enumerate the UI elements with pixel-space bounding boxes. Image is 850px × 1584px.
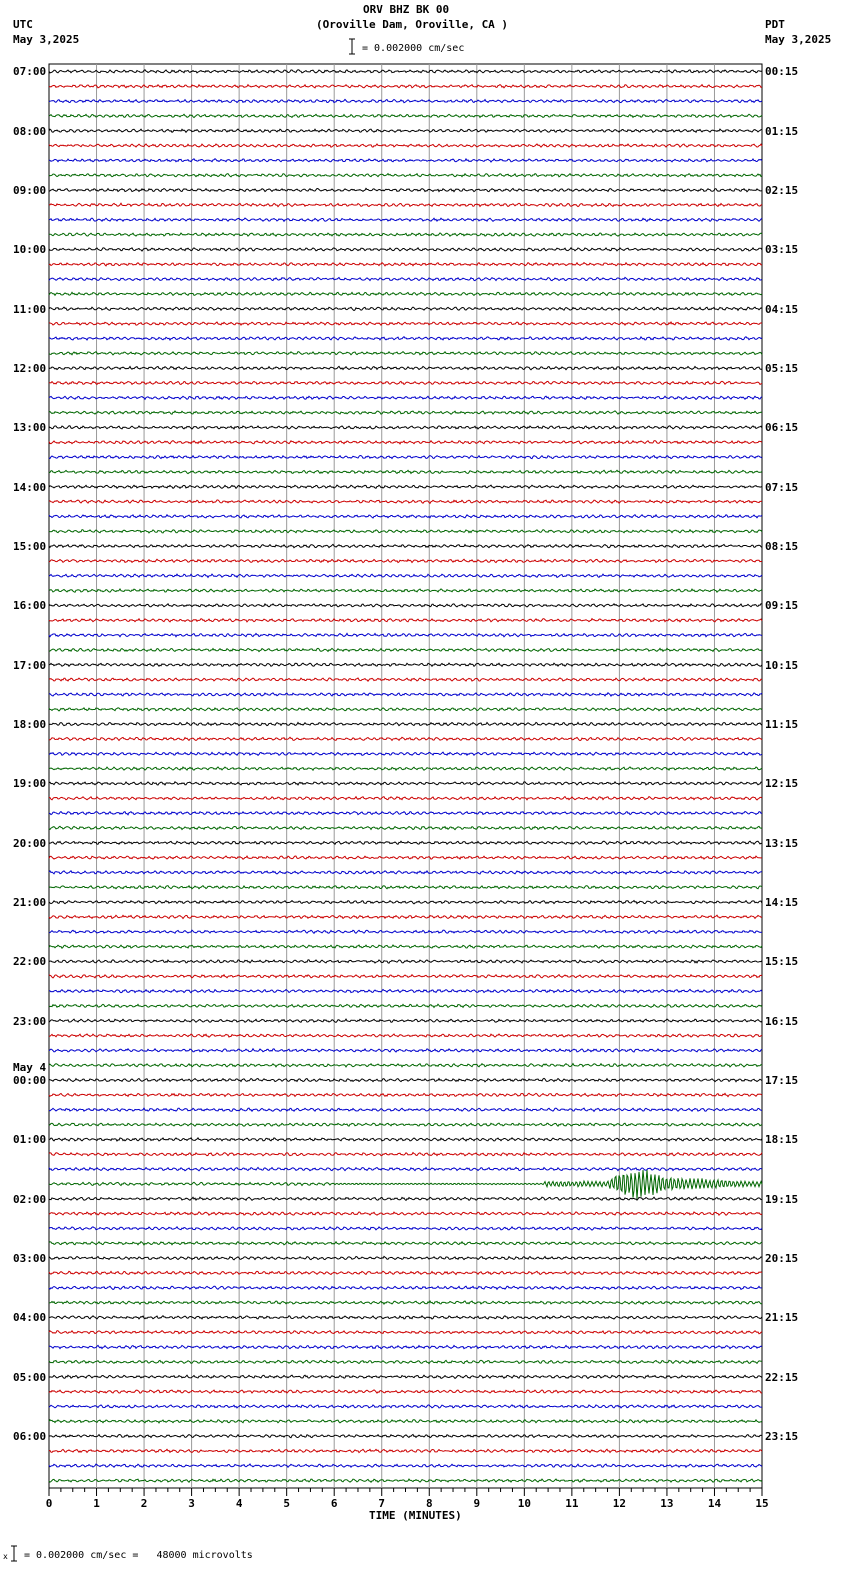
trace-line <box>49 633 762 636</box>
left-hour-label: 03:00 <box>13 1252 47 1266</box>
trace-line <box>49 1167 762 1170</box>
trace-line <box>49 411 762 414</box>
trace-line <box>49 1345 762 1348</box>
right-hour-label: 03:15 <box>765 243 799 257</box>
trace-line <box>49 292 762 295</box>
footer-scale-bar-icon <box>10 1545 18 1563</box>
plot-frame <box>49 64 762 1488</box>
right-hour-label: 15:15 <box>765 955 799 969</box>
footer-scale-note: = 0.002000 cm/sec = 48000 microvolts <box>24 1550 253 1561</box>
trace-line <box>49 144 762 147</box>
trace-line <box>49 604 762 607</box>
trace-line <box>49 722 762 725</box>
trace-line <box>49 767 762 770</box>
left-hour-label: 21:00 <box>13 896 47 910</box>
left-hour-label: 10:00 <box>13 243 47 257</box>
trace-line <box>49 85 762 88</box>
trace-line <box>49 989 762 992</box>
trace-line <box>49 263 762 266</box>
right-hour-label: 19:15 <box>765 1192 799 1206</box>
trace-line <box>49 975 762 978</box>
x-tick-label: 7 <box>378 1497 386 1510</box>
trace-line <box>49 797 762 800</box>
right-hour-label: 00:15 <box>765 65 799 79</box>
left-hour-label: 09:00 <box>13 184 47 198</box>
trace-line <box>49 782 762 785</box>
trace-line <box>49 589 762 592</box>
trace-line <box>49 515 762 518</box>
trace-line <box>49 188 762 191</box>
left-hour-label: 06:00 <box>13 1430 47 1444</box>
trace-line <box>49 1093 762 1096</box>
trace-line <box>49 1123 762 1126</box>
station-title: ORV BHZ BK 00 <box>363 3 450 16</box>
x-tick-label: 1 <box>93 1497 100 1510</box>
right-hour-label: 10:15 <box>765 658 799 672</box>
right-hour-label: 17:15 <box>765 1074 799 1088</box>
x-tick-label: 9 <box>473 1497 481 1510</box>
right-hour-label: 08:15 <box>765 540 799 554</box>
trace-line <box>49 693 762 696</box>
right-hour-label: 05:15 <box>765 362 799 376</box>
right-hour-label: 16:15 <box>765 1014 799 1028</box>
x-tick-label: 12 <box>612 1497 627 1510</box>
trace-line <box>49 248 762 251</box>
left-hour-label: 15:00 <box>13 540 47 554</box>
trace-line <box>49 70 762 73</box>
trace-line <box>49 1331 762 1334</box>
trace-line <box>49 663 762 666</box>
trace-line <box>49 1420 762 1423</box>
left-hour-label: 17:00 <box>13 658 47 672</box>
trace-line <box>49 1153 762 1156</box>
trace-line <box>49 886 762 889</box>
x-tick-label: 0 <box>45 1497 53 1510</box>
trace-line <box>49 1286 762 1289</box>
trace-line <box>49 1464 762 1467</box>
trace-line <box>49 737 762 740</box>
x-tick-label: 5 <box>283 1497 290 1510</box>
trace-line <box>49 708 762 711</box>
trace-line <box>49 915 762 918</box>
trace-line <box>49 485 762 488</box>
trace-line <box>49 960 762 963</box>
station-location: (Oroville Dam, Oroville, CA ) <box>316 18 509 31</box>
trace-line <box>49 470 762 473</box>
trace-line <box>49 1479 762 1482</box>
trace-line <box>49 544 762 547</box>
trace-line <box>49 1435 762 1438</box>
left-hour-label: 20:00 <box>13 836 47 850</box>
trace-line <box>49 1256 762 1259</box>
trace-line <box>49 1138 762 1141</box>
left-hour-label: 14:00 <box>13 480 47 494</box>
left-hour-label: 22:00 <box>13 955 47 969</box>
trace-line <box>49 678 762 681</box>
trace-line <box>49 856 762 859</box>
trace-line <box>49 901 762 904</box>
right-hour-label: 04:15 <box>765 302 799 316</box>
trace-line <box>49 426 762 429</box>
x-tick-label: 6 <box>330 1497 338 1510</box>
left-hour-label: 04:00 <box>13 1311 47 1325</box>
trace-line <box>49 441 762 444</box>
trace-line <box>49 1170 762 1199</box>
trace-line <box>49 1019 762 1022</box>
x-tick-label: 14 <box>707 1497 722 1510</box>
right-hour-label: 01:15 <box>765 124 799 138</box>
trace-line <box>49 1227 762 1230</box>
trace-line <box>49 930 762 933</box>
left-timezone: UTC <box>13 18 33 31</box>
trace-line <box>49 559 762 562</box>
trace-line <box>49 114 762 117</box>
x-tick-label: 15 <box>755 1497 769 1510</box>
right-hour-label: 20:15 <box>765 1252 799 1266</box>
trace-line <box>49 129 762 132</box>
x-tick-label: 4 <box>235 1497 243 1510</box>
right-hour-label: 11:15 <box>765 718 799 732</box>
left-hour-label: 07:00 <box>13 65 47 79</box>
trace-line <box>49 1301 762 1304</box>
right-hour-label: 07:15 <box>765 480 799 494</box>
right-hour-label: 22:15 <box>765 1370 799 1384</box>
trace-line <box>49 500 762 503</box>
right-hour-label: 13:15 <box>765 836 799 850</box>
x-axis-title: TIME (MINUTES) <box>369 1509 462 1522</box>
right-hour-label: 23:15 <box>765 1430 799 1444</box>
trace-line <box>49 1405 762 1408</box>
right-hour-label: 14:15 <box>765 896 799 910</box>
x-tick-label: 10 <box>517 1497 531 1510</box>
trace-line <box>49 1360 762 1363</box>
trace-line <box>49 1316 762 1319</box>
trace-line <box>49 841 762 844</box>
trace-line <box>49 99 762 102</box>
trace-line <box>49 203 762 206</box>
trace-line <box>49 352 762 355</box>
trace-line <box>49 1049 762 1052</box>
trace-line <box>49 366 762 369</box>
right-hour-label: 09:15 <box>765 599 799 613</box>
trace-line <box>49 871 762 874</box>
trace-line <box>49 1064 762 1067</box>
x-tick-label: 2 <box>140 1497 148 1510</box>
trace-line <box>49 1449 762 1452</box>
left-hour-label: 13:00 <box>13 421 47 435</box>
day-change-label: May 4 <box>13 1061 47 1074</box>
x-tick-label: 11 <box>565 1497 579 1510</box>
left-hour-label: 23:00 <box>13 1014 47 1028</box>
trace-line <box>49 1108 762 1111</box>
left-hour-label: 02:00 <box>13 1192 47 1206</box>
trace-line <box>49 574 762 577</box>
trace-line <box>49 1242 762 1245</box>
trace-line <box>49 1197 762 1200</box>
left-hour-label: 00:00 <box>13 1074 47 1088</box>
left-hour-label: 12:00 <box>13 362 47 376</box>
left-hour-label: 18:00 <box>13 718 47 732</box>
left-hour-label: 16:00 <box>13 599 47 613</box>
trace-line <box>49 1078 762 1081</box>
trace-line <box>49 396 762 399</box>
left-hour-label: 01:00 <box>13 1133 47 1147</box>
left-date: May 3,2025 <box>13 33 80 46</box>
trace-line <box>49 1212 762 1215</box>
x-tick-label: 3 <box>188 1497 195 1510</box>
trace-line <box>49 619 762 622</box>
right-date: May 3,2025 <box>765 33 832 46</box>
right-hour-label: 21:15 <box>765 1311 799 1325</box>
trace-line <box>49 1390 762 1393</box>
trace-line <box>49 648 762 651</box>
trace-line <box>49 812 762 815</box>
trace-line <box>49 1004 762 1007</box>
right-hour-label: 06:15 <box>765 421 799 435</box>
scale-label: = 0.002000 cm/sec <box>362 43 465 54</box>
x-tick-label: 13 <box>660 1497 674 1510</box>
footer-scale-prefix: x <box>3 1552 8 1561</box>
right-timezone: PDT <box>765 18 785 31</box>
trace-line <box>49 1271 762 1274</box>
trace-line <box>49 1375 762 1378</box>
trace-line <box>49 174 762 177</box>
trace-line <box>49 1034 762 1037</box>
right-hour-label: 12:15 <box>765 777 799 791</box>
left-hour-label: 05:00 <box>13 1370 47 1384</box>
trace-line <box>49 277 762 280</box>
trace-line <box>49 337 762 340</box>
trace-line <box>49 456 762 459</box>
trace-line <box>49 381 762 384</box>
right-hour-label: 18:15 <box>765 1133 799 1147</box>
trace-line <box>49 218 762 221</box>
right-hour-label: 02:15 <box>765 184 799 198</box>
trace-line <box>49 233 762 236</box>
left-hour-label: 19:00 <box>13 777 47 791</box>
trace-line <box>49 530 762 533</box>
trace-line <box>49 826 762 829</box>
left-hour-label: 11:00 <box>13 302 47 316</box>
trace-line <box>49 752 762 755</box>
x-tick-label: 8 <box>425 1497 433 1510</box>
trace-line <box>49 159 762 162</box>
trace-line <box>49 322 762 325</box>
left-hour-label: 08:00 <box>13 124 47 138</box>
trace-line <box>49 945 762 948</box>
trace-line <box>49 307 762 310</box>
